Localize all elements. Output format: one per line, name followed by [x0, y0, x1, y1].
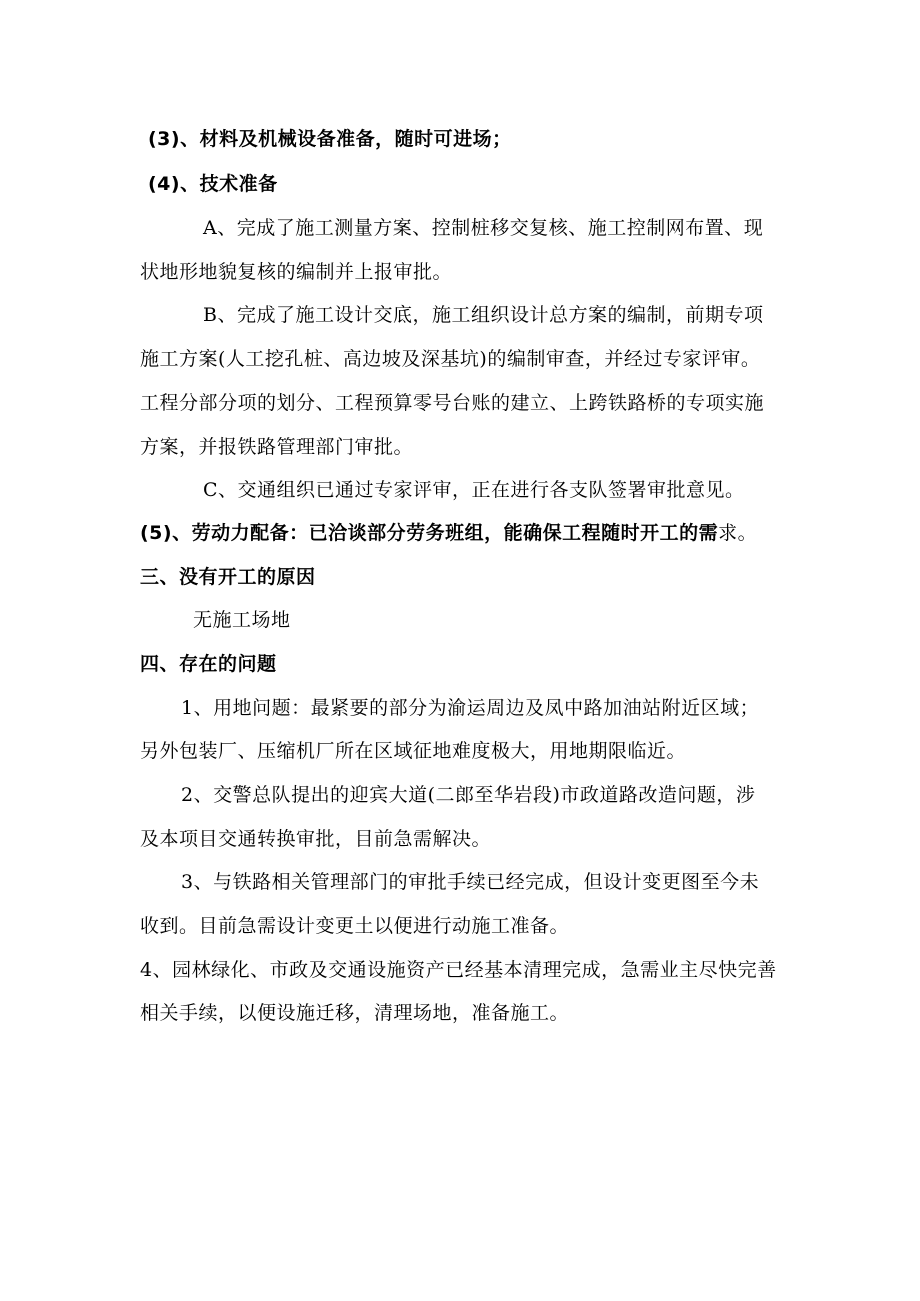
section-4-heading: 四、存在的问题 — [140, 653, 277, 675]
issue-1-line-2: 另外包装厂、压缩机厂所在区域征地难度极大，用地期限临近。 — [140, 740, 687, 762]
item-4a-line-2: 状地形地貌复核的编制并上报审批。 — [140, 261, 453, 283]
issue-1-line-1: 1、用地问题：最紧要的部分为渝运周边及凤中路加油站附近区域； — [181, 697, 760, 719]
issue-2-line-2: 及本项目交通转换审批，目前急需解决。 — [140, 828, 492, 850]
issue-2-line-1: 2、交警总队提出的迎宾大道(二郎至华岩段)市政道路改造问题，涉 — [181, 784, 756, 806]
item-5-tail-text: 求。 — [718, 522, 758, 544]
item-5-labor — [140, 520, 757, 546]
section-3-body: 无施工场地 — [193, 609, 291, 631]
item-4b-line-2: 施工方案(人工挖孔桩、高边坡及深基坑)的编制审查，并经过专家评审。 — [140, 348, 761, 370]
item-4b-line-3: 工程分部分项的划分、工程预算零号台账的建立、上跨铁路桥的专项实施 — [140, 392, 765, 414]
issue-4-line-1: 4、园林绿化、市政及交通设施资产已经基本清理完成，急需业主尽快完善 — [140, 959, 777, 981]
item-5-bold-text: (5)、劳动力配备：已洽谈部分劳务班组，能确保工程随时开工的需 — [140, 522, 719, 544]
item-4-technical-heading: (4)、技术准备 — [148, 173, 278, 195]
item-3-materials-equipment: (3)、材料及机械设备准备，随时可进场； — [148, 128, 512, 150]
issue-3-line-2: 收到。目前急需设计变更土以便进行动施工准备。 — [140, 915, 570, 937]
item-4b-line-4: 方案，并报铁路管理部门审批。 — [140, 436, 414, 458]
issue-3-line-1: 3、与铁路相关管理部门的审批手续已经完成，但设计变更图至今未 — [181, 871, 760, 893]
item-4c-traffic: C、交通组织已通过专家评审，正在进行各支队签署审批意见。 — [203, 479, 745, 501]
item-4b-line-1: B、完成了施工设计交底，施工组织设计总方案的编制，前期专项 — [203, 304, 764, 326]
item-4a-line-1: A、完成了施工测量方案、控制桩移交复核、施工控制网布置、现 — [203, 217, 764, 239]
section-3-heading: 三、没有开工的原因 — [140, 566, 316, 588]
issue-4-line-2: 相关手续，以便设施迁移，清理场地，准备施工。 — [140, 1002, 570, 1024]
